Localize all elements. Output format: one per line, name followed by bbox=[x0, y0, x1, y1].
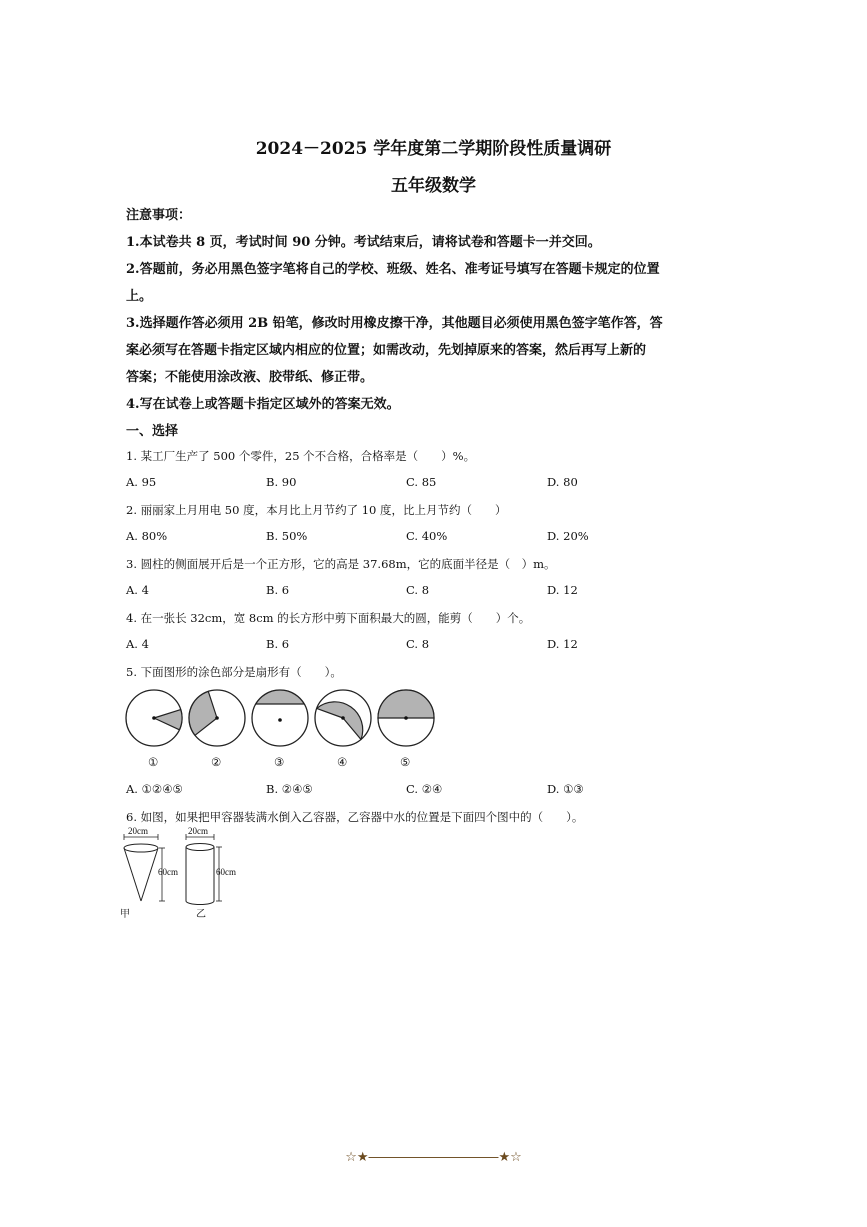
circle-figure-1 bbox=[126, 690, 182, 746]
question-3: 3. 圆柱的侧面展开后是一个正方形，它的高是 37.68m，它的底面半径是（ ）m。 bbox=[126, 557, 556, 571]
q4-option-d: D. 12 bbox=[547, 637, 578, 651]
q2-option-b: B. 50% bbox=[266, 529, 308, 543]
circle-figure-5 bbox=[378, 690, 434, 746]
page-title: 2024－2025 学年度第二学期阶段性质量调研 bbox=[255, 139, 612, 159]
note-3-line-3: 答案；不能使用涂改液、胶带纸、修正带。 bbox=[126, 370, 374, 385]
cone-name-label: 甲 bbox=[120, 909, 130, 920]
question-2: 2. 丽丽家上月用电 50 度，本月比上月节约了 10 度，比上月节约（ ） bbox=[126, 503, 507, 517]
q1-option-c: C. 85 bbox=[406, 475, 437, 489]
q3-option-c: C. 8 bbox=[406, 583, 430, 597]
q5-option-b: B. ②④⑤ bbox=[266, 782, 313, 796]
question-4: 4. 在一张长 32cm，宽 8cm 的长方形中剪下面积最大的圆，能剪（ ）个。 bbox=[126, 611, 531, 625]
figure-label-5: ⑤ bbox=[400, 755, 411, 769]
note-2-line-2: 上。 bbox=[126, 289, 153, 304]
q4-option-c: C. 8 bbox=[406, 637, 430, 651]
q2-option-c: C. 40% bbox=[406, 529, 448, 543]
footer-decoration: ☆★――――――――――★☆ bbox=[345, 1150, 522, 1165]
circle-figure-3 bbox=[252, 690, 308, 746]
cylinder-height-label: 60cm bbox=[216, 867, 236, 877]
q3-option-d: D. 12 bbox=[547, 583, 578, 597]
q1-option-d: D. 80 bbox=[547, 475, 578, 489]
q4-option-b: B. 6 bbox=[266, 637, 290, 651]
note-3-line-1: 3.选择题作答必须用 2B 铅笔，修改时用橡皮擦干净，其他题目必须使用黑色签字笔作答，答 bbox=[126, 316, 663, 331]
note-3-line-2: 案必须写在答题卡指定区域内相应的位置；如需改动，先划掉原来的答案，然后再写上新的 bbox=[126, 343, 647, 358]
cone-height-label: 60cm bbox=[158, 867, 178, 877]
figure-label-3: ③ bbox=[274, 755, 285, 769]
question-6: 6. 如图，如果把甲容器装满水倒入乙容器，乙容器中水的位置是下面四个图中的（ ）。 bbox=[126, 810, 584, 824]
q5-option-c: C. ②④ bbox=[406, 782, 443, 796]
q1-option-a: A. 95 bbox=[126, 475, 157, 489]
q5-option-a: A. ①②④⑤ bbox=[126, 782, 183, 796]
circle-figure-4 bbox=[315, 690, 371, 746]
q3-option-a: A. 4 bbox=[126, 583, 149, 597]
question-5: 5. 下面图形的涂色部分是扇形有（ ）。 bbox=[126, 665, 342, 679]
cylinder-top-label: 20cm bbox=[188, 826, 208, 836]
q5-option-d: D. ①③ bbox=[547, 782, 584, 796]
page-subtitle: 五年级数学 bbox=[391, 176, 476, 196]
q2-option-d: D. 20% bbox=[547, 529, 589, 543]
cylinder-name-label: 乙 bbox=[196, 909, 206, 920]
figure-label-1: ① bbox=[148, 755, 159, 769]
figure-label-2: ② bbox=[211, 755, 222, 769]
note-1: 1.本试卷共 8 页，考试时间 90 分钟。考试结束后，请将试卷和答题卡一并交回。 bbox=[126, 235, 601, 250]
note-4: 4.写在试卷上或答题卡指定区域外的答案无效。 bbox=[126, 397, 400, 412]
figure-label-4: ④ bbox=[337, 755, 348, 769]
circle-figure-2 bbox=[189, 690, 245, 746]
q3-option-b: B. 6 bbox=[266, 583, 290, 597]
notes-heading: 注意事项： bbox=[126, 208, 192, 223]
q2-option-a: A. 80% bbox=[126, 529, 168, 543]
section-heading: 一、选择 bbox=[126, 424, 179, 439]
q1-option-b: B. 90 bbox=[266, 475, 297, 489]
cone-top-label: 20cm bbox=[128, 826, 148, 836]
note-2-line-1: 2.答题前，务必用黑色签字笔将自己的学校、班级、姓名、准考证号填写在答题卡规定的位置 bbox=[126, 262, 660, 277]
question-1: 1. 某工厂生产了 500 个零件，25 个不合格，合格率是（ ）%。 bbox=[126, 449, 476, 463]
q4-option-a: A. 4 bbox=[126, 637, 149, 651]
